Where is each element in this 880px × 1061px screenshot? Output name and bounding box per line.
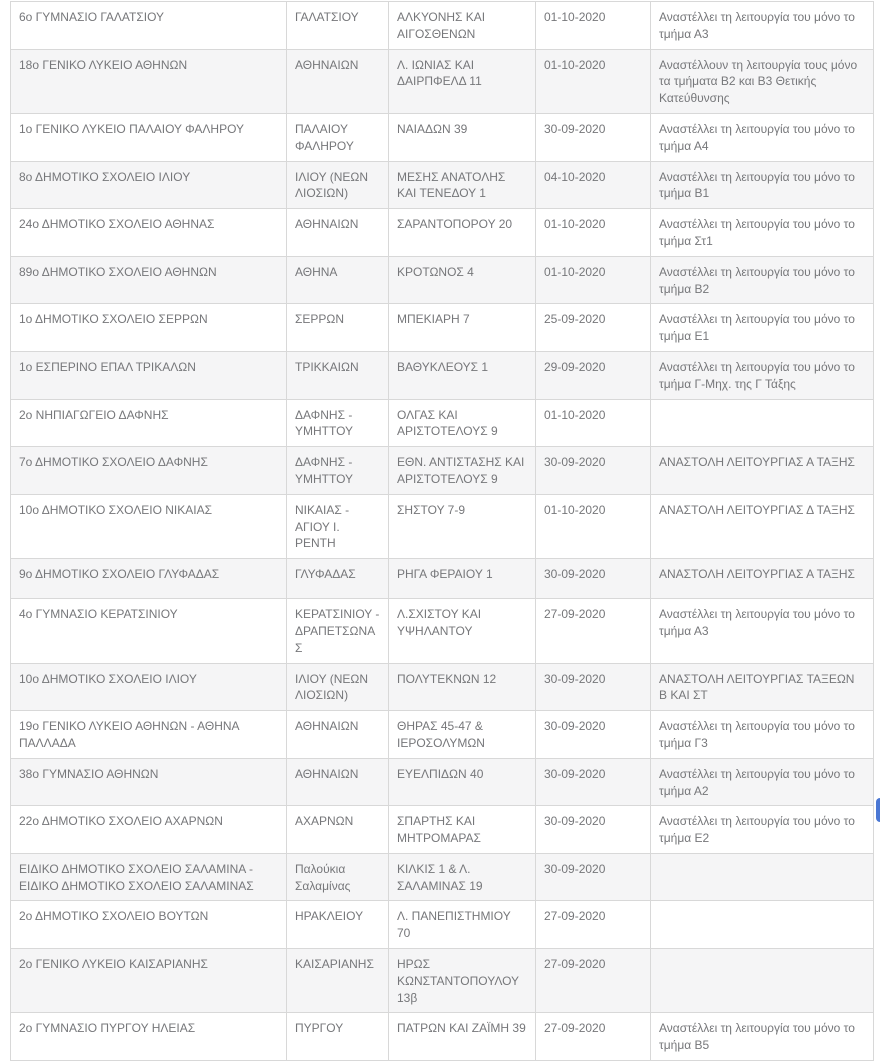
cell-note: Αναστέλλουν τη λειτουργία τους μόνο τα τμήματα Β2 και Β3 Θετικής Κατεύθυνσης	[651, 49, 874, 113]
cell-note: ΑΝΑΣΤΟΛΗ ΛΕΙΤΟΥΡΓΙΑΣ Α ΤΑΞΗΣ	[651, 447, 874, 495]
cell-date: 30-09-2020	[536, 447, 651, 495]
cell-municipality: ΤΡΙΚΚΑΙΩΝ	[287, 351, 389, 399]
cell-note: ΑΝΑΣΤΟΛΗ ΛΕΙΤΟΥΡΓΙΑΣ Δ ΤΑΞΗΣ	[651, 494, 874, 558]
table-row	[11, 901, 874, 949]
cell-school: 2ο ΓΥΜΝΑΣΙΟ ΠΥΡΓΟΥ ΗΛΕΙΑΣ	[11, 1013, 287, 1061]
cell-date: 27-09-2020	[536, 599, 651, 663]
cell-address: Λ. ΙΩΝΙΑΣ ΚΑΙ ΔΑΙΡΠΦΕΛΔ 11	[389, 49, 536, 113]
cell-note: Αναστέλλει τη λειτουργία του μόνο το τμήμα Α2	[651, 758, 874, 806]
cell-note: Αναστέλλει τη λειτουργία του μόνο το τμήμα Α4	[651, 113, 874, 161]
cell-note: Αναστέλλει τη λειτουργία του μόνο το τμήμα Γ3	[651, 711, 874, 759]
cell-note: Αναστέλλει τη λειτουργία του μόνο το τμήμα Στ1	[651, 209, 874, 257]
cell-municipality: ΠΑΛΑΙΟΥ ΦΑΛΗΡΟΥ	[287, 113, 389, 161]
cell-school: 89ο ΔΗΜΟΤΙΚΟ ΣΧΟΛΕΙΟ ΑΘΗΝΩΝ	[11, 256, 287, 304]
cell-date: 01-10-2020	[536, 209, 651, 257]
table-row	[11, 853, 874, 901]
schools-table-body	[11, 2, 874, 1061]
cell-date: 30-09-2020	[536, 559, 651, 599]
cell-address: ΕΘΝ. ΑΝΤΙΣΤΑΣΗΣ ΚΑΙ ΑΡΙΣΤΟΤΕΛΟΥΣ 9	[389, 447, 536, 495]
cell-school: 7ο ΔΗΜΟΤΙΚΟ ΣΧΟΛΕΙΟ ΔΑΦΝΗΣ	[11, 447, 287, 495]
cell-school: 2ο ΓΕΝΙΚΟ ΛΥΚΕΙΟ ΚΑΙΣΑΡΙΑΝΗΣ	[11, 949, 287, 1013]
cell-municipality: ΑΘΗΝΑΙΩΝ	[287, 711, 389, 759]
cell-note: ΑΝΑΣΤΟΛΗ ΛΕΙΤΟΥΡΓΙΑΣ ΤΑΞΕΩΝ Β ΚΑΙ ΣΤ	[651, 663, 874, 711]
cell-note: Αναστέλλει τη λειτουργία του μόνο το τμήμα Α3	[651, 2, 874, 50]
cell-municipality: ΑΘΗΝΑΙΩΝ	[287, 209, 389, 257]
cell-date: 30-09-2020	[536, 853, 651, 901]
cell-municipality: ΠΥΡΓΟΥ	[287, 1013, 389, 1061]
cell-note: Αναστέλλει τη λειτουργία του μόνο το τμήμα Ε2	[651, 806, 874, 854]
cell-school: 4ο ΓΥΜΝΑΣΙΟ ΚΕΡΑΤΣΙΝΙΟΥ	[11, 599, 287, 663]
cell-note: Αναστέλλει τη λειτουργία του μόνο το τμήμα Α3	[651, 599, 874, 663]
edge-floating-widget-sliver[interactable]	[876, 798, 880, 822]
table-row	[11, 209, 874, 257]
cell-date: 30-09-2020	[536, 663, 651, 711]
cell-address: ΜΠΕΚΙΑΡΗ 7	[389, 304, 536, 352]
cell-date: 01-10-2020	[536, 2, 651, 50]
cell-municipality: ΑΘΗΝΑ	[287, 256, 389, 304]
cell-address: ΣΗΣΤΟΥ 7-9	[389, 494, 536, 558]
cell-school: 24ο ΔΗΜΟΤΙΚΟ ΣΧΟΛΕΙΟ ΑΘΗΝΑΣ	[11, 209, 287, 257]
table-row	[11, 599, 874, 663]
table-row	[11, 494, 874, 558]
cell-school: ΕΙΔΙΚΟ ΔΗΜΟΤΙΚΟ ΣΧΟΛΕΙΟ ΣΑΛΑΜΙΝΑ - ΕΙΔΙΚΟ ΔΗΜΟΤΙΚΟ ΣΧΟΛΕΙΟ ΣΑΛΑΜΙΝΑΣ	[11, 853, 287, 901]
cell-school: 1ο ΕΣΠΕΡΙΝΟ ΕΠΑΛ ΤΡΙΚΑΛΩΝ	[11, 351, 287, 399]
table-row	[11, 711, 874, 759]
cell-address: ΟΛΓΑΣ ΚΑΙ ΑΡΙΣΤΟΤΕΛΟΥΣ 9	[389, 399, 536, 447]
cell-school: 9ο ΔΗΜΟΤΙΚΟ ΣΧΟΛΕΙΟ ΓΛΥΦΑΔΑΣ	[11, 559, 287, 599]
table-row	[11, 663, 874, 711]
cell-municipality: ΓΛΥΦΑΔΑΣ	[287, 559, 389, 599]
cell-address: ΠΑΤΡΩΝ ΚΑΙ ΖΑΪΜΗ 39	[389, 1013, 536, 1061]
cell-note: Αναστέλλει τη λειτουργία του μόνο το τμήμα Β2	[651, 256, 874, 304]
cell-school: 10ο ΔΗΜΟΤΙΚΟ ΣΧΟΛΕΙΟ ΝΙΚΑΙΑΣ	[11, 494, 287, 558]
cell-school: 19ο ΓΕΝΙΚΟ ΛΥΚΕΙΟ ΑΘΗΝΩΝ - ΑΘΗΝΑ ΠΑΛΛΑΔΑ	[11, 711, 287, 759]
cell-note	[651, 853, 874, 901]
cell-municipality: ΓΑΛΑΤΣΙΟΥ	[287, 2, 389, 50]
table-row	[11, 559, 874, 599]
cell-address: ΝΑΙΑΔΩΝ 39	[389, 113, 536, 161]
table-row	[11, 949, 874, 1013]
cell-school: 1ο ΔΗΜΟΤΙΚΟ ΣΧΟΛΕΙΟ ΣΕΡΡΩΝ	[11, 304, 287, 352]
table-row	[11, 304, 874, 352]
cell-address: Λ.ΣΧΙΣΤΟΥ ΚΑΙ ΥΨΗΛΑΝΤΟΥ	[389, 599, 536, 663]
table-row	[11, 161, 874, 209]
cell-address: Λ. ΠΑΝΕΠΙΣΤΗΜΙΟΥ 70	[389, 901, 536, 949]
cell-note: Αναστέλλει τη λειτουργία του μόνο το τμήμα Ε1	[651, 304, 874, 352]
table-row	[11, 806, 874, 854]
cell-date: 29-09-2020	[536, 351, 651, 399]
cell-school: 8ο ΔΗΜΟΤΙΚΟ ΣΧΟΛΕΙΟ ΙΛΙΟΥ	[11, 161, 287, 209]
cell-date: 04-10-2020	[536, 161, 651, 209]
cell-municipality: Παλούκια Σαλαμίνας	[287, 853, 389, 901]
table-row	[11, 256, 874, 304]
cell-municipality: ΚΕΡΑΤΣΙΝΙΟΥ - ΔΡΑΠΕΤΣΩΝΑΣ	[287, 599, 389, 663]
cell-municipality: ΑΘΗΝΑΙΩΝ	[287, 49, 389, 113]
cell-note	[651, 949, 874, 1013]
cell-municipality: ΙΛΙΟΥ (ΝΕΩΝ ΛΙΟΣΙΩΝ)	[287, 663, 389, 711]
cell-municipality: ΗΡΑΚΛΕΙΟΥ	[287, 901, 389, 949]
table-row	[11, 447, 874, 495]
cell-address: ΚΙΛΚΙΣ 1 & Λ. ΣΑΛΑΜΙΝΑΣ 19	[389, 853, 536, 901]
cell-address: ΠΟΛΥΤΕΚΝΩΝ 12	[389, 663, 536, 711]
cell-school: 2ο ΝΗΠΙΑΓΩΓΕΙΟ ΔΑΦΝΗΣ	[11, 399, 287, 447]
cell-date: 01-10-2020	[536, 494, 651, 558]
cell-municipality: ΙΛΙΟΥ (ΝΕΩΝ ΛΙΟΣΙΩΝ)	[287, 161, 389, 209]
cell-date: 30-09-2020	[536, 711, 651, 759]
cell-school: 38ο ΓΥΜΝΑΣΙΟ ΑΘΗΝΩΝ	[11, 758, 287, 806]
cell-school: 2ο ΔΗΜΟΤΙΚΟ ΣΧΟΛΕΙΟ ΒΟΥΤΩΝ	[11, 901, 287, 949]
cell-date: 27-09-2020	[536, 1013, 651, 1061]
cell-address: ΣΑΡΑΝΤΟΠΟΡΟΥ 20	[389, 209, 536, 257]
table-row	[11, 1013, 874, 1061]
cell-date: 27-09-2020	[536, 949, 651, 1013]
table-row	[11, 49, 874, 113]
cell-date: 01-10-2020	[536, 256, 651, 304]
table-row	[11, 399, 874, 447]
cell-school: 22ο ΔΗΜΟΤΙΚΟ ΣΧΟΛΕΙΟ ΑΧΑΡΝΩΝ	[11, 806, 287, 854]
cell-note: Αναστέλλει τη λειτουργία του μόνο το τμήμα Γ-Μηχ. της Γ Τάξης	[651, 351, 874, 399]
cell-municipality: ΣΕΡΡΩΝ	[287, 304, 389, 352]
cell-municipality: ΝΙΚΑΙΑΣ - ΑΓΙΟΥ Ι. ΡΕΝΤΗ	[287, 494, 389, 558]
cell-address: ΣΠΑΡΤΗΣ ΚΑΙ ΜΗΤΡΟΜΑΡΑΣ	[389, 806, 536, 854]
cell-date: 27-09-2020	[536, 901, 651, 949]
cell-school: 6ο ΓΥΜΝΑΣΙΟ ΓΑΛΑΤΣΙΟΥ	[11, 2, 287, 50]
cell-address: ΚΡΟΤΩΝΟΣ 4	[389, 256, 536, 304]
cell-municipality: ΑΘΗΝΑΙΩΝ	[287, 758, 389, 806]
cell-school: 18ο ΓΕΝΙΚΟ ΛΥΚΕΙΟ ΑΘΗΝΩΝ	[11, 49, 287, 113]
cell-note	[651, 901, 874, 949]
cell-school: 10ο ΔΗΜΟΤΙΚΟ ΣΧΟΛΕΙΟ ΙΛΙΟΥ	[11, 663, 287, 711]
table-row	[11, 351, 874, 399]
cell-date: 30-09-2020	[536, 113, 651, 161]
schools-table	[10, 1, 874, 1061]
cell-address: ΕΥΕΛΠΙΔΩΝ 40	[389, 758, 536, 806]
cell-note: ΑΝΑΣΤΟΛΗ ΛΕΙΤΟΥΡΓΙΑΣ Α ΤΑΞΗΣ	[651, 559, 874, 599]
cell-address: ΑΛΚΥΟΝΗΣ ΚΑΙ ΑΙΓΟΣΘΕΝΩΝ	[389, 2, 536, 50]
cell-note	[651, 399, 874, 447]
cell-date: 25-09-2020	[536, 304, 651, 352]
cell-municipality: ΔΑΦΝΗΣ - ΥΜΗΤΤΟΥ	[287, 399, 389, 447]
cell-school: 1ο ΓΕΝΙΚΟ ΛΥΚΕΙΟ ΠΑΛΑΙΟΥ ΦΑΛΗΡΟΥ	[11, 113, 287, 161]
cell-date: 30-09-2020	[536, 758, 651, 806]
cell-date: 01-10-2020	[536, 49, 651, 113]
table-row	[11, 2, 874, 50]
cell-address: ΜΕΣΗΣ ΑΝΑΤΟΛΗΣ ΚΑΙ ΤΕΝΕΔΟΥ 1	[389, 161, 536, 209]
cell-note: Αναστέλλει τη λειτουργία του μόνο το τμήμα Β5	[651, 1013, 874, 1061]
table-row	[11, 113, 874, 161]
cell-address: ΗΡΩΣ ΚΩΝΣΤΑΝΤΟΠΟΥΛΟΥ 13β	[389, 949, 536, 1013]
cell-date: 30-09-2020	[536, 806, 651, 854]
cell-municipality: ΑΧΑΡΝΩΝ	[287, 806, 389, 854]
table-row	[11, 758, 874, 806]
cell-address: ΡΗΓΑ ΦΕΡΑΙΟΥ 1	[389, 559, 536, 599]
cell-date: 01-10-2020	[536, 399, 651, 447]
cell-address: ΒΑΘΥΚΛΕΟΥΣ 1	[389, 351, 536, 399]
cell-municipality: ΚΑΙΣΑΡΙΑΝΗΣ	[287, 949, 389, 1013]
cell-note: Αναστέλλει τη λειτουργία του μόνο το τμήμα Β1	[651, 161, 874, 209]
cell-municipality: ΔΑΦΝΗΣ - ΥΜΗΤΤΟΥ	[287, 447, 389, 495]
cell-address: ΘΗΡΑΣ 45-47 & ΙΕΡΟΣΟΛΥΜΩΝ	[389, 711, 536, 759]
